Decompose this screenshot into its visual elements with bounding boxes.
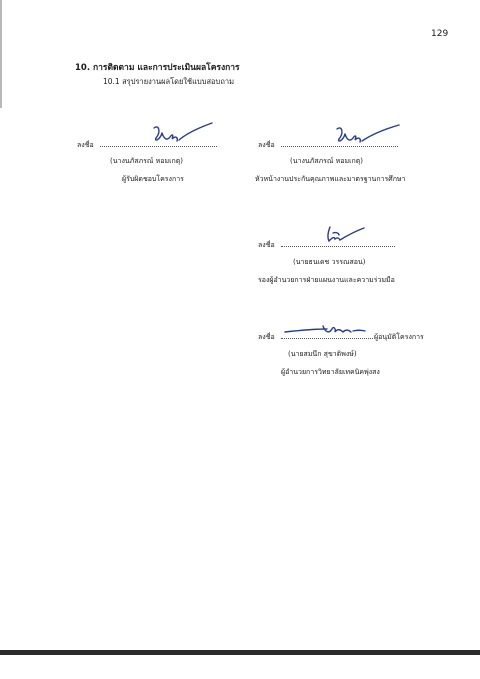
signature-dotted-line: [281, 338, 373, 339]
section-subheading: 10.1 สรุปรายงานผลโดยใช้แบบสอบถาม: [103, 77, 235, 86]
handwritten-signature: [150, 122, 216, 146]
signature-label: ลงชื่อ: [258, 333, 275, 341]
signer-role: ผู้รับผิดชอบโครงการ: [122, 175, 184, 183]
signature-label: ลงชื่อ: [258, 141, 275, 149]
signer-name: (นางนภัสภรณ์ หอมเกตุ): [110, 157, 183, 165]
handwritten-signature: [333, 123, 403, 147]
signature-label: ลงชื่อ: [258, 241, 275, 249]
section-heading: 10. การติดตาม และการประเมินผลโครงการ: [75, 63, 240, 73]
signer-role: รองผู้อำนวยการฝ่ายแผนงานและความร่วมมือ: [258, 276, 395, 284]
page-edge: [0, 0, 2, 108]
signer-name: (นายธนเดช วรรณสอน): [293, 258, 366, 266]
signature-dotted-line: [281, 246, 395, 247]
page-number: 129: [431, 29, 449, 39]
handwritten-signature: [283, 320, 379, 338]
signature-label: ลงชื่อ: [77, 141, 94, 149]
page-bottom-border: [0, 650, 480, 655]
approver-suffix: ผู้อนุมัติโครงการ: [374, 333, 424, 341]
signer-role: ผู้อำนวยการวิทยาลัยเทคนิคพุ่งสง: [281, 368, 380, 376]
signer-name: (นางนภัสภรณ์ หอมเกตุ): [290, 157, 363, 165]
handwritten-signature: [322, 224, 368, 246]
signer-name: (นายสมนึก สุขาติพงษ์): [288, 350, 357, 358]
signer-role: หัวหน้างานประกันคุณภาพและมาตรฐานการศึกษา: [255, 175, 406, 183]
signature-dotted-line: [100, 146, 217, 147]
